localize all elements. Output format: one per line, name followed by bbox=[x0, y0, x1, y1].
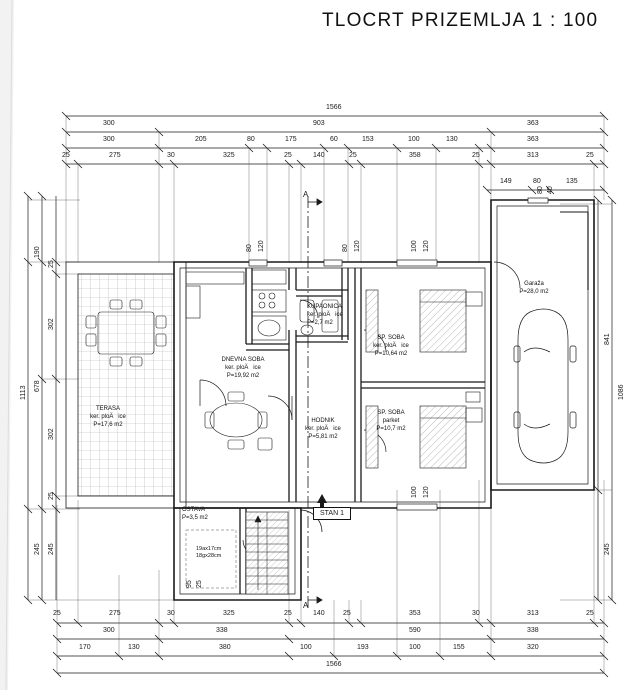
room-area: P=19,92 m2 bbox=[226, 373, 260, 379]
dimension-bottom-7: 353 bbox=[409, 610, 421, 617]
dimension-bottom-23: 1566 bbox=[326, 661, 342, 668]
room-label-terasa bbox=[80, 405, 136, 429]
section-mark-a-bottom: A bbox=[303, 601, 309, 610]
dimension-bottom-0: 25 bbox=[53, 610, 61, 617]
room-label-dnevna-soba bbox=[205, 356, 281, 380]
dimension-bottom-17: 380 bbox=[219, 644, 231, 651]
dimension-top-26: 135 bbox=[566, 178, 578, 185]
room-label-ostava bbox=[182, 506, 232, 522]
dimension-right-1: 1086 bbox=[618, 384, 625, 400]
dimension-inner-7: 120 bbox=[423, 486, 430, 498]
dimension-left-2: 302 bbox=[48, 318, 55, 330]
dimension-top-6: 80 bbox=[247, 136, 255, 143]
room-name: OSTAVA bbox=[182, 507, 206, 513]
room-name: TERASA bbox=[95, 406, 120, 412]
room-finish: ker. ploÄice bbox=[90, 414, 126, 420]
dimension-bottom-3: 325 bbox=[223, 610, 235, 617]
dimension-bottom-4: 25 bbox=[284, 610, 292, 617]
dimension-bottom-5: 140 bbox=[313, 610, 325, 617]
dimension-top-11: 130 bbox=[446, 136, 458, 143]
room-area: P=17,6 m2 bbox=[93, 422, 123, 428]
dimension-top-16: 325 bbox=[223, 152, 235, 159]
dimension-left-5: 302 bbox=[48, 428, 55, 440]
dimension-bottom-9: 313 bbox=[527, 610, 539, 617]
dimension-top-2: 903 bbox=[313, 120, 325, 127]
dimension-inner-8: 80 bbox=[537, 186, 544, 194]
dimension-bottom-13: 590 bbox=[409, 627, 421, 634]
dimension-top-9: 153 bbox=[362, 136, 374, 143]
dimension-bottom-10: 25 bbox=[586, 610, 594, 617]
room-label-sp-soba-2 bbox=[366, 409, 416, 433]
dimension-inner-9: 40 bbox=[547, 186, 554, 194]
room-finish: ker. ploÄice bbox=[307, 312, 343, 318]
room-name: SP. SOBA bbox=[377, 335, 405, 341]
dimension-left-0: 190 bbox=[34, 246, 41, 258]
dimension-top-14: 275 bbox=[109, 152, 121, 159]
room-finish: ker. ploÄice bbox=[305, 426, 341, 432]
dimension-top-1: 300 bbox=[103, 120, 115, 127]
stairs-note-line1: 19ax17cm bbox=[196, 546, 222, 552]
room-area: P=10,7 m2 bbox=[376, 426, 406, 432]
room-name: DNEVNA SOBA bbox=[221, 357, 265, 363]
room-area: P=10,64 m2 bbox=[374, 351, 408, 357]
dimension-inner-11: 25 bbox=[196, 580, 203, 588]
room-name: HODNIK bbox=[311, 418, 335, 424]
room-area: P=3,5 m2 bbox=[182, 515, 208, 521]
dimension-left-3: 1113 bbox=[20, 385, 27, 400]
dimension-top-4: 300 bbox=[103, 136, 115, 143]
dimension-top-17: 25 bbox=[284, 152, 292, 159]
dimension-top-22: 313 bbox=[527, 152, 539, 159]
room-finish: parket bbox=[382, 418, 400, 424]
dimension-top-5: 205 bbox=[195, 136, 207, 143]
dimension-left-4: 678 bbox=[34, 380, 41, 392]
dimension-top-19: 25 bbox=[349, 152, 357, 159]
dimension-right-2: 245 bbox=[604, 543, 611, 555]
dimension-bottom-15: 170 bbox=[79, 644, 91, 651]
dimension-inner-4: 100 bbox=[411, 240, 418, 252]
dimension-inner-5: 120 bbox=[423, 240, 430, 252]
dimension-inner-3: 120 bbox=[354, 240, 361, 252]
stairs-note bbox=[196, 546, 246, 560]
dimension-bottom-12: 338 bbox=[216, 627, 228, 634]
dimension-bottom-2: 30 bbox=[167, 610, 175, 617]
dimension-inner-10: 95 bbox=[186, 580, 193, 588]
dimension-left-6: 25 bbox=[48, 492, 55, 500]
stan-label: STAN 1 bbox=[313, 507, 351, 520]
dimension-left-7: 245 bbox=[34, 543, 41, 555]
dimension-top-7: 175 bbox=[285, 136, 297, 143]
dimension-top-25: 80 bbox=[533, 178, 541, 185]
room-name: Garaža bbox=[524, 281, 544, 287]
dimension-top-21: 25 bbox=[472, 152, 480, 159]
dimension-top-13: 25 bbox=[62, 152, 70, 159]
dimension-left-1: 25 bbox=[48, 260, 55, 268]
dimension-top-10: 100 bbox=[408, 136, 420, 143]
dimension-top-18: 140 bbox=[313, 152, 325, 159]
dimension-top-23: 25 bbox=[586, 152, 594, 159]
dimension-bottom-21: 155 bbox=[453, 644, 465, 651]
room-label-garaza bbox=[510, 280, 558, 296]
room-finish: ker. ploÄice bbox=[225, 365, 261, 371]
dimension-bottom-11: 300 bbox=[103, 627, 115, 634]
dimension-bottom-1: 275 bbox=[109, 610, 121, 617]
room-area: P=5,81 m2 bbox=[308, 434, 338, 440]
dimension-bottom-6: 25 bbox=[343, 610, 351, 617]
dimension-left-8: 245 bbox=[48, 543, 55, 555]
dimension-inner-0: 80 bbox=[246, 244, 253, 252]
room-area: P=2,7 m2 bbox=[307, 320, 333, 326]
room-label-hodnik bbox=[297, 417, 349, 441]
dimension-top-8: 60 bbox=[330, 136, 338, 143]
section-mark-a-top: A bbox=[303, 190, 309, 199]
room-label-sp-soba-1 bbox=[366, 334, 416, 358]
dimension-bottom-14: 338 bbox=[527, 627, 539, 634]
room-name: SP. SOBA bbox=[377, 410, 405, 416]
dimension-inner-2: 80 bbox=[342, 244, 349, 252]
page-title: TLOCRT PRIZEMLJA 1 : 100 bbox=[322, 10, 599, 31]
dimension-bottom-19: 193 bbox=[357, 644, 369, 651]
dimension-top-20: 358 bbox=[409, 152, 421, 159]
dimension-bottom-18: 100 bbox=[300, 644, 312, 651]
dimension-inner-1: 120 bbox=[258, 240, 265, 252]
dimension-top-12: 363 bbox=[527, 136, 539, 143]
room-label-kupaonica bbox=[307, 303, 359, 327]
dimension-top-0: 1566 bbox=[326, 104, 342, 111]
dimension-top-15: 30 bbox=[167, 152, 175, 159]
dimension-inner-6: 100 bbox=[411, 486, 418, 498]
dimension-bottom-16: 130 bbox=[128, 644, 140, 651]
room-finish: ker. ploÄice bbox=[373, 343, 409, 349]
dimension-right-0: 841 bbox=[604, 333, 611, 345]
dimension-bottom-20: 100 bbox=[409, 644, 421, 651]
dimension-bottom-8: 30 bbox=[472, 610, 480, 617]
room-area: P=28,0 m2 bbox=[519, 289, 549, 295]
dimension-bottom-22: 320 bbox=[527, 644, 539, 651]
dimension-top-3: 363 bbox=[527, 120, 539, 127]
dimension-top-24: 149 bbox=[500, 178, 512, 185]
room-name: KUPAONICA bbox=[307, 304, 342, 310]
stairs-note-line2: 18gx28cm bbox=[196, 553, 222, 559]
